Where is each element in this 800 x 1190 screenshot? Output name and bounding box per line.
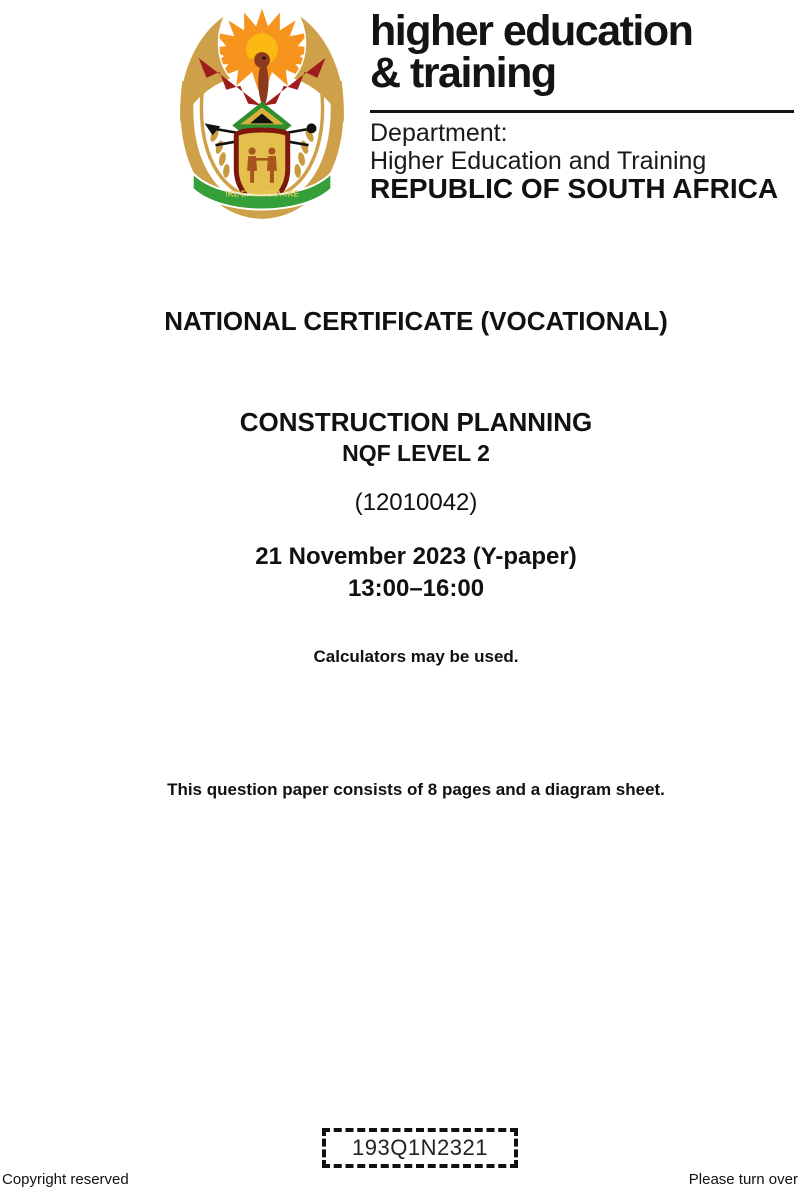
certificate-title: NATIONAL CERTIFICATE (VOCATIONAL) bbox=[164, 306, 668, 336]
paper-code: (12010042) bbox=[354, 489, 478, 516]
exam-number: 193Q1N2321 bbox=[352, 1135, 488, 1160]
subject-title: CONSTRUCTION PLANNING bbox=[239, 407, 593, 437]
pages-note: This question paper consists of 8 pages and a diagram sheet. bbox=[167, 780, 665, 799]
wordmark-line1: higher education bbox=[370, 7, 693, 55]
coat-of-arms-logo bbox=[163, 6, 361, 220]
calculator-note: Calculators may be used. bbox=[313, 647, 519, 666]
turn-over-note: Please turn over bbox=[688, 1171, 798, 1188]
copyright-notice: Copyright reserved bbox=[2, 1171, 129, 1188]
exam-number-box bbox=[322, 1128, 518, 1168]
wordmark-line2: & training bbox=[370, 49, 556, 97]
motto-text: !KE E: /XARRA //KE bbox=[225, 189, 299, 199]
department-name: Higher Education and Training bbox=[370, 147, 707, 175]
dept-wordmark bbox=[370, 7, 693, 97]
department-label: Department: bbox=[370, 119, 508, 147]
header-divider bbox=[370, 110, 794, 113]
coat-of-arms-icon bbox=[163, 6, 361, 220]
exam-date: 21 November 2023 (Y-paper) bbox=[255, 543, 577, 570]
country-name: REPUBLIC OF SOUTH AFRICA bbox=[370, 173, 779, 204]
department-block bbox=[370, 119, 778, 203]
nqf-level: NQF LEVEL 2 bbox=[342, 440, 490, 466]
exam-time: 13:00–16:00 bbox=[347, 575, 485, 602]
